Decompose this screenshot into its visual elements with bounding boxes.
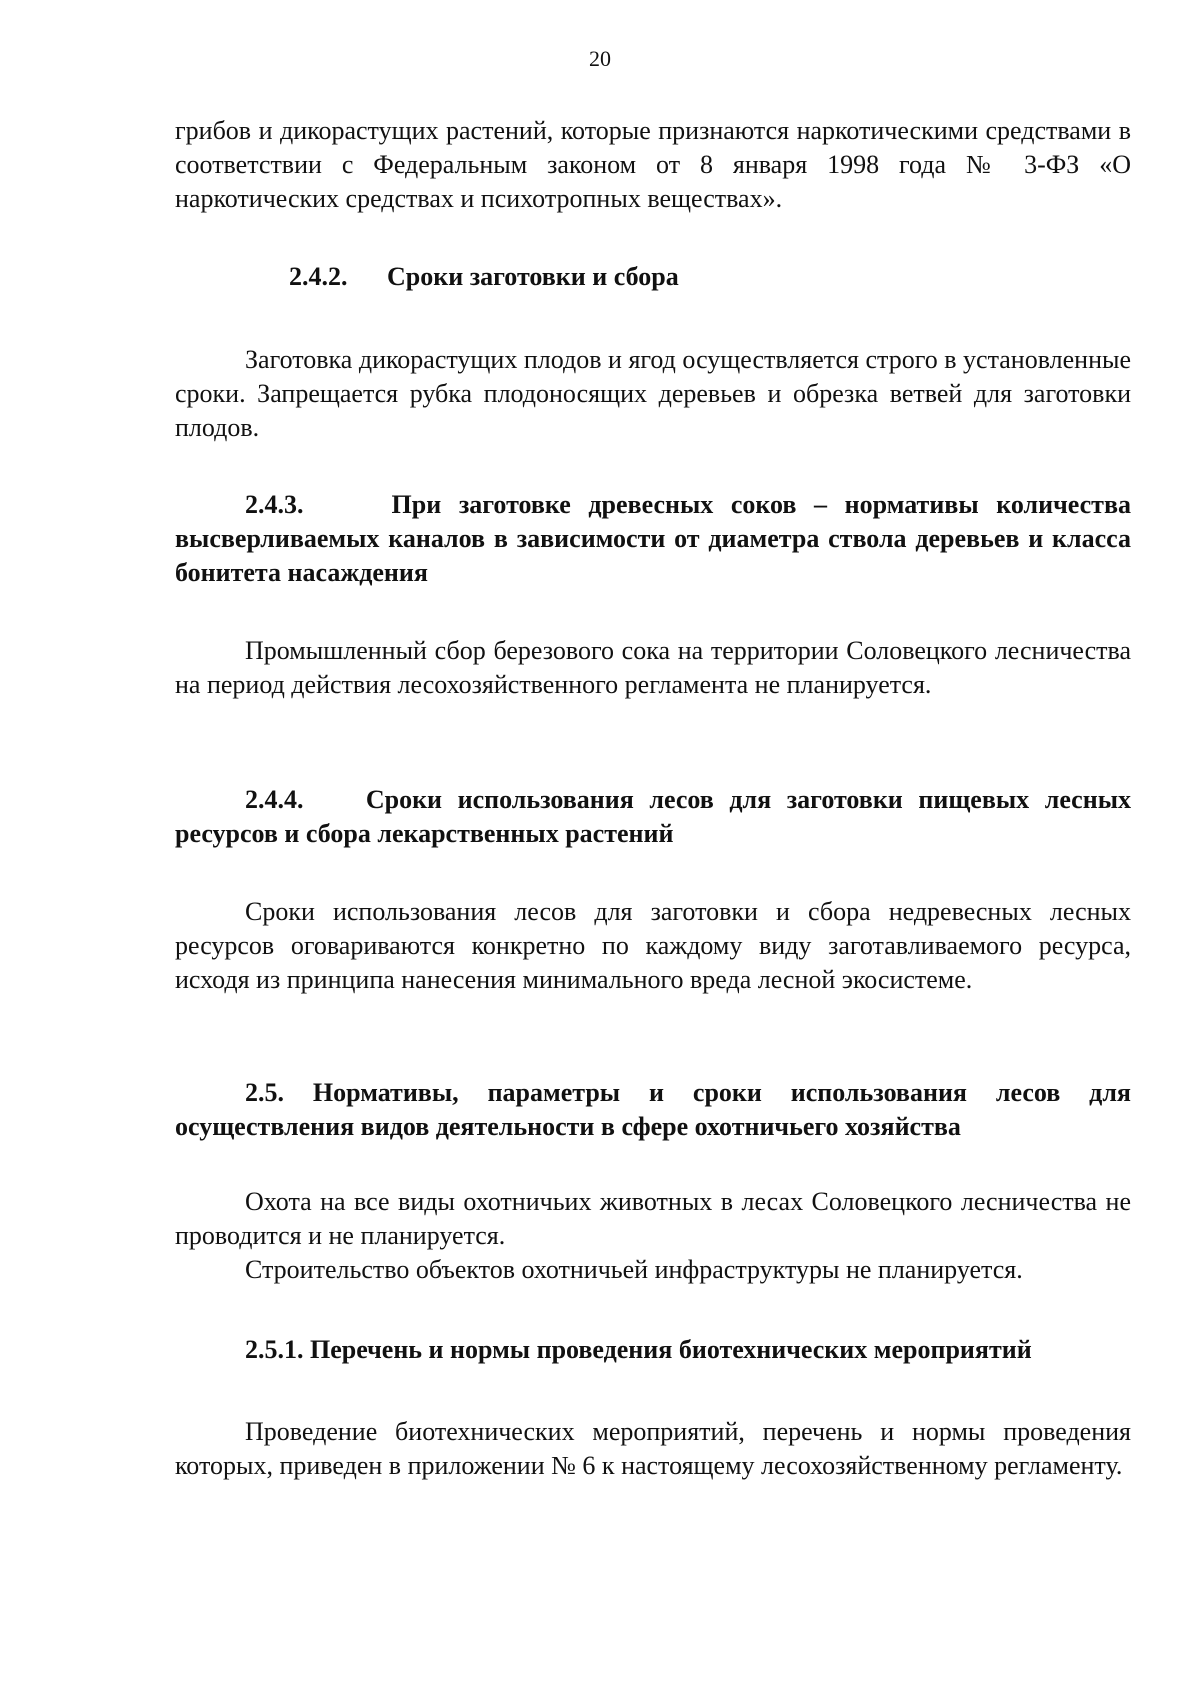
paragraph-hunting: Охота на все виды охотничьих животных в лесах Соловецкого лесничества не проводится и не планируется. xyxy=(175,1187,1131,1250)
heading-2-4-4 xyxy=(175,783,1131,851)
heading-2-5: 2.5. Нормативы, параметры и сроки использования лесов для осуществления видов деятельности в сфере охотничьего хозяйства xyxy=(175,1078,1131,1141)
paragraph-harvest-terms: Заготовка дикорастущих плодов и ягод осуществляется строго в установленные сроки. Запрещается рубка плодоносящих деревьев и обрезка ветвей для заготовки плодов. xyxy=(175,345,1131,442)
paragraph-hunting-infrastructure: Строительство объектов охотничьей инфраструктуры не планируется. xyxy=(245,1255,1023,1284)
heading-number: 2.4.4. xyxy=(245,785,304,814)
paragraph-continuation: грибов и дикорастущих растений, которые признаются наркотическими средствами в соответствии с Федеральным законом от 8 января 1998 года № 3-ФЗ «О наркотических средствах и психотропных веществах». xyxy=(175,116,1131,213)
heading-number: 2.4.3. xyxy=(245,490,304,519)
heading-text: Сроки заготовки и сбора xyxy=(387,262,679,291)
heading-number: 2.4.2. xyxy=(289,262,348,291)
heading-2-5-1: 2.5.1. Перечень и нормы проведения биотехнических мероприятий xyxy=(245,1335,1032,1364)
paragraph-biotechnical-measures: Проведение биотехнических мероприятий, перечень и нормы проведения которых, приведен в приложении № 6 к настоящему лесохозяйственному регламенту. xyxy=(175,1417,1131,1480)
heading-text: При заготовке древесных соков – нормативы количества высверливаемых каналов в зависимости от диаметра ствола деревьев и класса бонитета насаждения xyxy=(175,490,1131,587)
paragraph-forest-use-terms: Сроки использования лесов для заготовки и сбора недревесных лесных ресурсов оговариваются конкретно по каждому виду заготавливаемого ресурса, исходя из принципа нанесения минимального вреда лесной экосистеме. xyxy=(175,897,1131,994)
heading-2-4-3 xyxy=(175,488,1131,590)
page-number: 20 xyxy=(589,46,611,71)
heading-2-4-2 xyxy=(175,260,1131,294)
paragraph-birch-sap: Промышленный сбор березового сока на территории Соловецкого лесничества на период действия лесохозяйственного регламента не планируется. xyxy=(175,636,1131,699)
heading-text: Сроки использования лесов для заготовки пищевых лесных ресурсов и сбора лекарственных растений xyxy=(175,785,1132,848)
